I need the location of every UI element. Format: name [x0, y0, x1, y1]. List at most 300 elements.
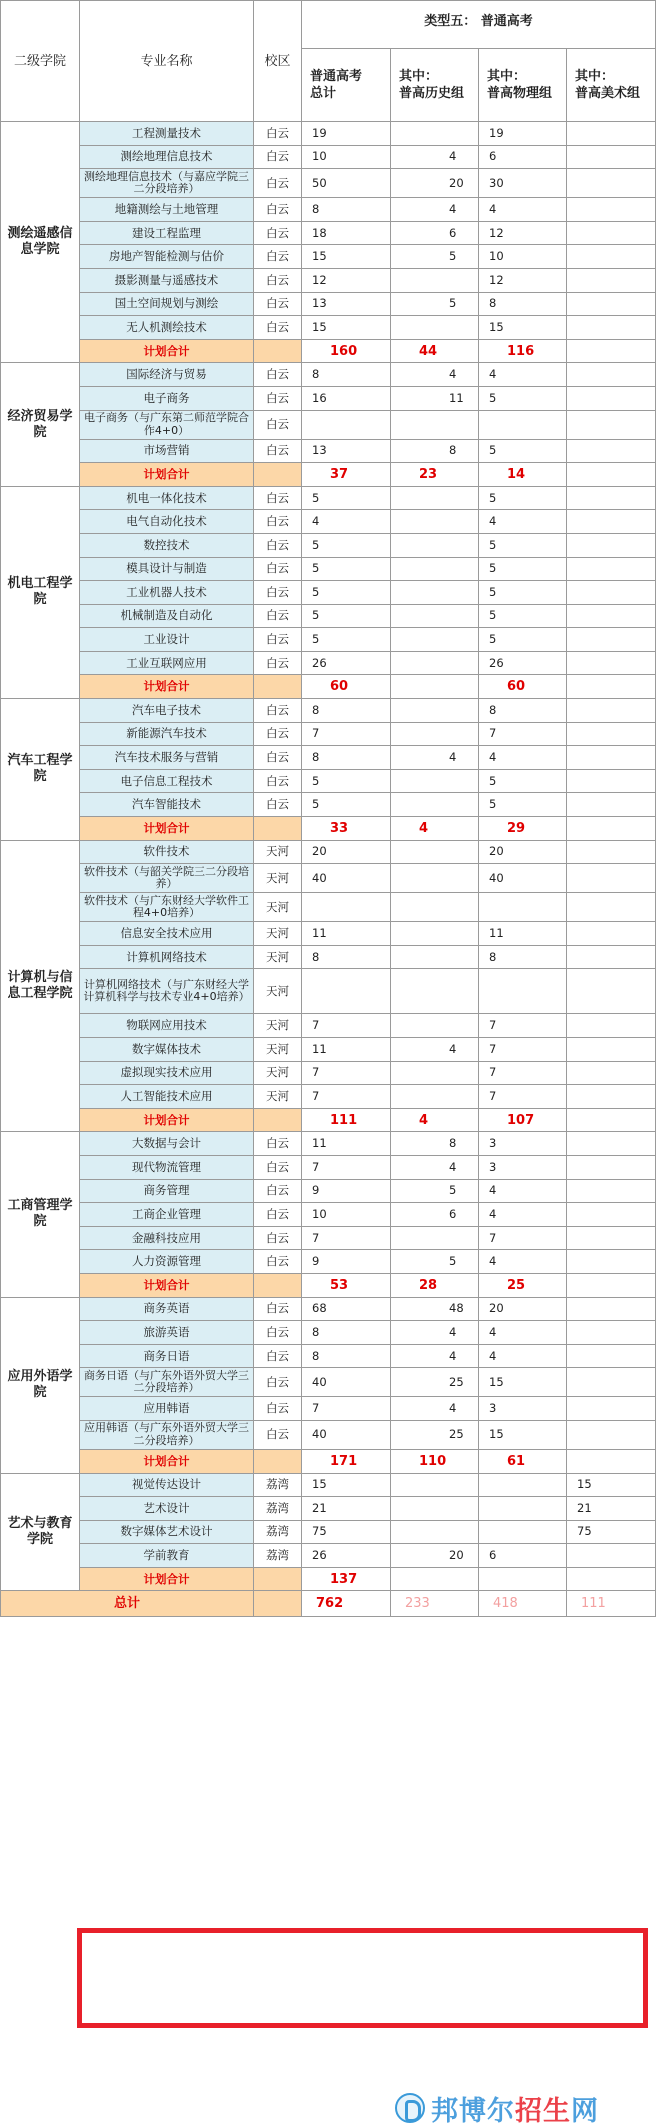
art-cell — [567, 1344, 656, 1368]
physics-cell: 3 — [479, 1397, 567, 1421]
campus-cell: 白云 — [254, 439, 302, 463]
table-row — [1, 1473, 656, 1497]
table-row — [1, 722, 656, 746]
art-cell — [567, 386, 656, 410]
history-cell: 5 — [391, 245, 479, 269]
table-row — [1, 628, 656, 652]
major-name: 电子商务 — [80, 386, 254, 410]
art-cell — [567, 486, 656, 510]
campus-cell: 天河 — [254, 922, 302, 946]
total-cell: 8 — [302, 363, 391, 387]
college-name: 测绘遥感信息学院 — [1, 122, 80, 363]
total-cell: 18 — [302, 221, 391, 245]
total-cell: 8 — [302, 746, 391, 770]
major-name: 房地产智能检测与估价 — [80, 245, 254, 269]
art-cell — [567, 1014, 656, 1038]
total-cell: 7 — [302, 722, 391, 746]
physics-cell: 4 — [479, 1344, 567, 1368]
history-cell — [391, 1061, 479, 1085]
subtotal-row — [1, 817, 656, 841]
art-cell — [567, 1368, 656, 1397]
table-row — [1, 486, 656, 510]
major-name: 商务日语（与广东外语外贸大学三二分段培养） — [80, 1368, 254, 1397]
major-name: 汽车智能技术 — [80, 793, 254, 817]
art-cell: 21 — [567, 1497, 656, 1521]
total-cell: 7 — [302, 1014, 391, 1038]
art-cell — [567, 840, 656, 864]
major-name: 人力资源管理 — [80, 1250, 254, 1274]
art-cell — [567, 1203, 656, 1227]
header-campus: 校区 — [254, 1, 302, 122]
table-row — [1, 581, 656, 605]
subtotal-row — [1, 1108, 656, 1132]
subtotal-row — [1, 1273, 656, 1297]
physics-cell: 5 — [479, 386, 567, 410]
total-cell: 5 — [302, 769, 391, 793]
subtotal-fill — [254, 1567, 302, 1591]
art-cell — [567, 628, 656, 652]
physics-cell: 7 — [479, 1085, 567, 1109]
major-name: 应用韩语 — [80, 1397, 254, 1421]
subtotal-physics — [479, 1567, 567, 1591]
subtotal-history: 4 — [391, 1108, 479, 1132]
campus-cell: 天河 — [254, 864, 302, 893]
campus-cell: 白云 — [254, 268, 302, 292]
history-cell — [391, 533, 479, 557]
major-name: 模具设计与制造 — [80, 557, 254, 581]
table-row — [1, 699, 656, 723]
total-cell: 11 — [302, 1132, 391, 1156]
campus-cell: 荔湾 — [254, 1497, 302, 1521]
total-cell: 20 — [302, 840, 391, 864]
subtotal-fill — [254, 1108, 302, 1132]
physics-cell — [479, 969, 567, 1014]
history-cell — [391, 769, 479, 793]
art-cell: 75 — [567, 1520, 656, 1544]
physics-cell — [479, 1520, 567, 1544]
subtotal-history: 44 — [391, 339, 479, 363]
header-col-physics: 其中： 普高物理组 — [479, 49, 567, 122]
history-cell: 6 — [391, 1203, 479, 1227]
history-cell — [391, 840, 479, 864]
history-cell: 4 — [391, 1397, 479, 1421]
campus-cell: 白云 — [254, 145, 302, 169]
history-cell: 4 — [391, 1038, 479, 1062]
table-row — [1, 1544, 656, 1568]
subtotal-physics: 14 — [479, 463, 567, 487]
major-name: 新能源汽车技术 — [80, 722, 254, 746]
major-name: 金融科技应用 — [80, 1226, 254, 1250]
major-name: 国土空间规划与测绘 — [80, 292, 254, 316]
art-cell — [567, 510, 656, 534]
history-cell — [391, 410, 479, 439]
subtotal-row — [1, 675, 656, 699]
subtotal-physics: 116 — [479, 339, 567, 363]
subtotal-fill — [254, 1449, 302, 1473]
total-cell: 13 — [302, 439, 391, 463]
total-cell: 68 — [302, 1297, 391, 1321]
art-cell — [567, 1420, 656, 1449]
college-name: 艺术与教育学院 — [1, 1473, 80, 1591]
table-row — [1, 557, 656, 581]
total-cell: 5 — [302, 533, 391, 557]
campus-cell: 白云 — [254, 722, 302, 746]
total-cell: 7 — [302, 1226, 391, 1250]
table-row — [1, 1397, 656, 1421]
table-row — [1, 316, 656, 340]
table-row — [1, 1297, 656, 1321]
table-row — [1, 1014, 656, 1038]
subtotal-label: 计划合计 — [80, 1567, 254, 1591]
subtotal-art — [567, 817, 656, 841]
header-college: 二级学院 — [1, 1, 80, 122]
table-row — [1, 1344, 656, 1368]
total-cell: 8 — [302, 198, 391, 222]
campus-cell: 白云 — [254, 1397, 302, 1421]
physics-cell: 15 — [479, 316, 567, 340]
campus-cell: 白云 — [254, 245, 302, 269]
major-name: 工程测量技术 — [80, 122, 254, 146]
b-logo-icon — [395, 2093, 425, 2123]
major-name: 工业机器人技术 — [80, 581, 254, 605]
major-name: 商务管理 — [80, 1179, 254, 1203]
campus-cell: 白云 — [254, 1132, 302, 1156]
physics-cell: 15 — [479, 1420, 567, 1449]
table-row — [1, 945, 656, 969]
subtotal-total: 60 — [302, 675, 391, 699]
major-name: 工业互联网应用 — [80, 651, 254, 675]
subtotal-physics: 29 — [479, 817, 567, 841]
physics-cell: 26 — [479, 651, 567, 675]
campus-cell: 天河 — [254, 893, 302, 922]
history-cell: 4 — [391, 198, 479, 222]
grand-total-art: 111 — [567, 1591, 656, 1617]
history-cell — [391, 557, 479, 581]
total-cell: 9 — [302, 1250, 391, 1274]
total-cell: 75 — [302, 1520, 391, 1544]
header-col-art: 其中： 普高美术组 — [567, 49, 656, 122]
physics-cell: 6 — [479, 1544, 567, 1568]
campus-cell: 白云 — [254, 793, 302, 817]
header-type: 类型五： 普通高考 — [302, 1, 656, 49]
physics-cell: 7 — [479, 1038, 567, 1062]
table-row — [1, 604, 656, 628]
table-row — [1, 439, 656, 463]
physics-cell: 10 — [479, 245, 567, 269]
physics-cell: 8 — [479, 699, 567, 723]
table-row — [1, 363, 656, 387]
art-cell — [567, 604, 656, 628]
campus-cell: 白云 — [254, 628, 302, 652]
physics-cell: 5 — [479, 486, 567, 510]
art-cell — [567, 945, 656, 969]
physics-cell: 30 — [479, 169, 567, 198]
total-cell: 26 — [302, 651, 391, 675]
watermark-text: 邦博尔招生网 — [431, 2095, 599, 2126]
grand-total-row — [1, 1591, 656, 1617]
table-row — [1, 769, 656, 793]
art-cell — [567, 268, 656, 292]
major-name: 商务英语 — [80, 1297, 254, 1321]
campus-cell: 白云 — [254, 1344, 302, 1368]
total-cell: 7 — [302, 1085, 391, 1109]
art-cell — [567, 145, 656, 169]
header-col-history: 其中： 普高历史组 — [391, 49, 479, 122]
total-cell: 11 — [302, 922, 391, 946]
college-name: 机电工程学院 — [1, 486, 80, 698]
major-name: 国际经济与贸易 — [80, 363, 254, 387]
history-cell — [391, 651, 479, 675]
art-cell — [567, 1132, 656, 1156]
table-row — [1, 510, 656, 534]
total-cell: 12 — [302, 268, 391, 292]
subtotal-label: 计划合计 — [80, 1449, 254, 1473]
subtotal-total: 137 — [302, 1567, 391, 1591]
table-row — [1, 245, 656, 269]
history-cell — [391, 793, 479, 817]
art-cell — [567, 316, 656, 340]
major-name: 汽车电子技术 — [80, 699, 254, 723]
physics-cell: 5 — [479, 769, 567, 793]
art-cell — [567, 769, 656, 793]
campus-cell: 白云 — [254, 533, 302, 557]
major-name: 计算机网络技术 — [80, 945, 254, 969]
total-cell: 10 — [302, 145, 391, 169]
subtotal-history — [391, 675, 479, 699]
table-row — [1, 292, 656, 316]
table-row — [1, 1061, 656, 1085]
campus-cell: 白云 — [254, 769, 302, 793]
table-row — [1, 1250, 656, 1274]
art-cell — [567, 1226, 656, 1250]
table-row — [1, 268, 656, 292]
subtotal-history: 28 — [391, 1273, 479, 1297]
art-cell — [567, 557, 656, 581]
physics-cell: 4 — [479, 1203, 567, 1227]
header-major: 专业名称 — [80, 1, 254, 122]
major-name: 测绘地理信息技术（与嘉应学院三二分段培养） — [80, 169, 254, 198]
art-cell — [567, 893, 656, 922]
total-cell — [302, 893, 391, 922]
table-row — [1, 1520, 656, 1544]
table-row — [1, 1085, 656, 1109]
table-row — [1, 221, 656, 245]
table-row — [1, 122, 656, 146]
campus-cell: 白云 — [254, 1203, 302, 1227]
art-cell — [567, 363, 656, 387]
total-cell: 9 — [302, 1179, 391, 1203]
art-cell — [567, 292, 656, 316]
subtotal-fill — [254, 817, 302, 841]
campus-cell: 天河 — [254, 1038, 302, 1062]
total-cell: 15 — [302, 1473, 391, 1497]
history-cell: 4 — [391, 746, 479, 770]
history-cell: 20 — [391, 1544, 479, 1568]
history-cell — [391, 1520, 479, 1544]
total-cell: 8 — [302, 1344, 391, 1368]
major-name: 数控技术 — [80, 533, 254, 557]
major-name: 大数据与会计 — [80, 1132, 254, 1156]
physics-cell: 7 — [479, 1226, 567, 1250]
table-row — [1, 1497, 656, 1521]
major-name: 软件技术 — [80, 840, 254, 864]
subtotal-art — [567, 1273, 656, 1297]
history-cell — [391, 945, 479, 969]
table-row — [1, 922, 656, 946]
campus-cell: 白云 — [254, 510, 302, 534]
total-cell: 16 — [302, 386, 391, 410]
history-cell: 4 — [391, 145, 479, 169]
table-row — [1, 1179, 656, 1203]
physics-cell: 40 — [479, 864, 567, 893]
total-cell — [302, 969, 391, 1014]
table-row — [1, 169, 656, 198]
history-cell: 4 — [391, 1155, 479, 1179]
art-cell — [567, 533, 656, 557]
total-cell: 19 — [302, 122, 391, 146]
total-cell: 50 — [302, 169, 391, 198]
subtotal-fill — [254, 1273, 302, 1297]
physics-cell: 6 — [479, 145, 567, 169]
campus-cell: 白云 — [254, 410, 302, 439]
art-cell — [567, 793, 656, 817]
subtotal-label: 计划合计 — [80, 1273, 254, 1297]
art-cell — [567, 1544, 656, 1568]
history-cell: 25 — [391, 1368, 479, 1397]
total-cell: 5 — [302, 793, 391, 817]
major-name: 电气自动化技术 — [80, 510, 254, 534]
grand-total-fill — [254, 1591, 302, 1617]
subtotal-total: 53 — [302, 1273, 391, 1297]
physics-cell: 7 — [479, 1061, 567, 1085]
major-name: 视觉传达设计 — [80, 1473, 254, 1497]
history-cell — [391, 268, 479, 292]
campus-cell: 天河 — [254, 1014, 302, 1038]
campus-cell: 白云 — [254, 1420, 302, 1449]
subtotal-physics: 25 — [479, 1273, 567, 1297]
subtotal-art — [567, 1108, 656, 1132]
campus-cell: 白云 — [254, 221, 302, 245]
table-row — [1, 651, 656, 675]
subtotal-physics: 60 — [479, 675, 567, 699]
major-name: 人工智能技术应用 — [80, 1085, 254, 1109]
campus-cell: 白云 — [254, 1297, 302, 1321]
subtotal-fill — [254, 675, 302, 699]
subtotal-art — [567, 339, 656, 363]
subtotal-physics: 61 — [479, 1449, 567, 1473]
subtotal-total: 171 — [302, 1449, 391, 1473]
major-name: 艺术设计 — [80, 1497, 254, 1521]
total-cell: 40 — [302, 1420, 391, 1449]
subtotal-label: 计划合计 — [80, 339, 254, 363]
campus-cell: 白云 — [254, 746, 302, 770]
physics-cell: 12 — [479, 268, 567, 292]
art-cell — [567, 1321, 656, 1345]
art-cell — [567, 922, 656, 946]
total-cell: 5 — [302, 604, 391, 628]
subtotal-physics: 107 — [479, 1108, 567, 1132]
physics-cell — [479, 1473, 567, 1497]
art-cell — [567, 969, 656, 1014]
history-cell — [391, 922, 479, 946]
physics-cell — [479, 893, 567, 922]
campus-cell: 白云 — [254, 1250, 302, 1274]
physics-cell: 20 — [479, 840, 567, 864]
total-cell: 40 — [302, 864, 391, 893]
history-cell: 5 — [391, 1250, 479, 1274]
art-cell — [567, 439, 656, 463]
total-cell: 11 — [302, 1038, 391, 1062]
major-name: 汽车技术服务与营销 — [80, 746, 254, 770]
campus-cell: 天河 — [254, 945, 302, 969]
history-cell: 4 — [391, 363, 479, 387]
history-cell: 11 — [391, 386, 479, 410]
art-cell — [567, 581, 656, 605]
major-name: 数字媒体技术 — [80, 1038, 254, 1062]
art-cell — [567, 122, 656, 146]
art-cell — [567, 746, 656, 770]
physics-cell: 15 — [479, 1368, 567, 1397]
college-name: 应用外语学院 — [1, 1297, 80, 1473]
campus-cell: 白云 — [254, 581, 302, 605]
major-name: 虚拟现实技术应用 — [80, 1061, 254, 1085]
history-cell — [391, 628, 479, 652]
major-name: 现代物流管理 — [80, 1155, 254, 1179]
table-row — [1, 1132, 656, 1156]
subtotal-history — [391, 1567, 479, 1591]
history-cell — [391, 1014, 479, 1038]
art-cell — [567, 198, 656, 222]
physics-cell: 19 — [479, 122, 567, 146]
major-name: 工业设计 — [80, 628, 254, 652]
history-cell — [391, 316, 479, 340]
art-cell — [567, 699, 656, 723]
art-cell — [567, 1179, 656, 1203]
history-cell — [391, 604, 479, 628]
subtotal-row — [1, 339, 656, 363]
grand-total-label: 总计 — [1, 1591, 254, 1617]
physics-cell: 11 — [479, 922, 567, 946]
history-cell — [391, 699, 479, 723]
total-cell — [302, 410, 391, 439]
subtotal-history: 4 — [391, 817, 479, 841]
campus-cell: 白云 — [254, 316, 302, 340]
history-cell — [391, 864, 479, 893]
total-cell: 5 — [302, 581, 391, 605]
physics-cell: 12 — [479, 221, 567, 245]
physics-cell: 4 — [479, 1179, 567, 1203]
history-cell: 4 — [391, 1344, 479, 1368]
art-cell — [567, 1155, 656, 1179]
history-cell — [391, 122, 479, 146]
subtotal-history: 110 — [391, 1449, 479, 1473]
total-cell: 15 — [302, 245, 391, 269]
subtotal-total: 160 — [302, 339, 391, 363]
table-row — [1, 386, 656, 410]
major-name: 机电一体化技术 — [80, 486, 254, 510]
art-cell — [567, 245, 656, 269]
major-name: 商务日语 — [80, 1344, 254, 1368]
major-name: 建设工程监理 — [80, 221, 254, 245]
physics-cell: 20 — [479, 1297, 567, 1321]
physics-cell: 4 — [479, 198, 567, 222]
college-name: 计算机与信息工程学院 — [1, 840, 80, 1132]
subtotal-fill — [254, 339, 302, 363]
major-name: 数字媒体艺术设计 — [80, 1520, 254, 1544]
physics-cell: 5 — [479, 557, 567, 581]
table-row — [1, 1420, 656, 1449]
table-row — [1, 145, 656, 169]
